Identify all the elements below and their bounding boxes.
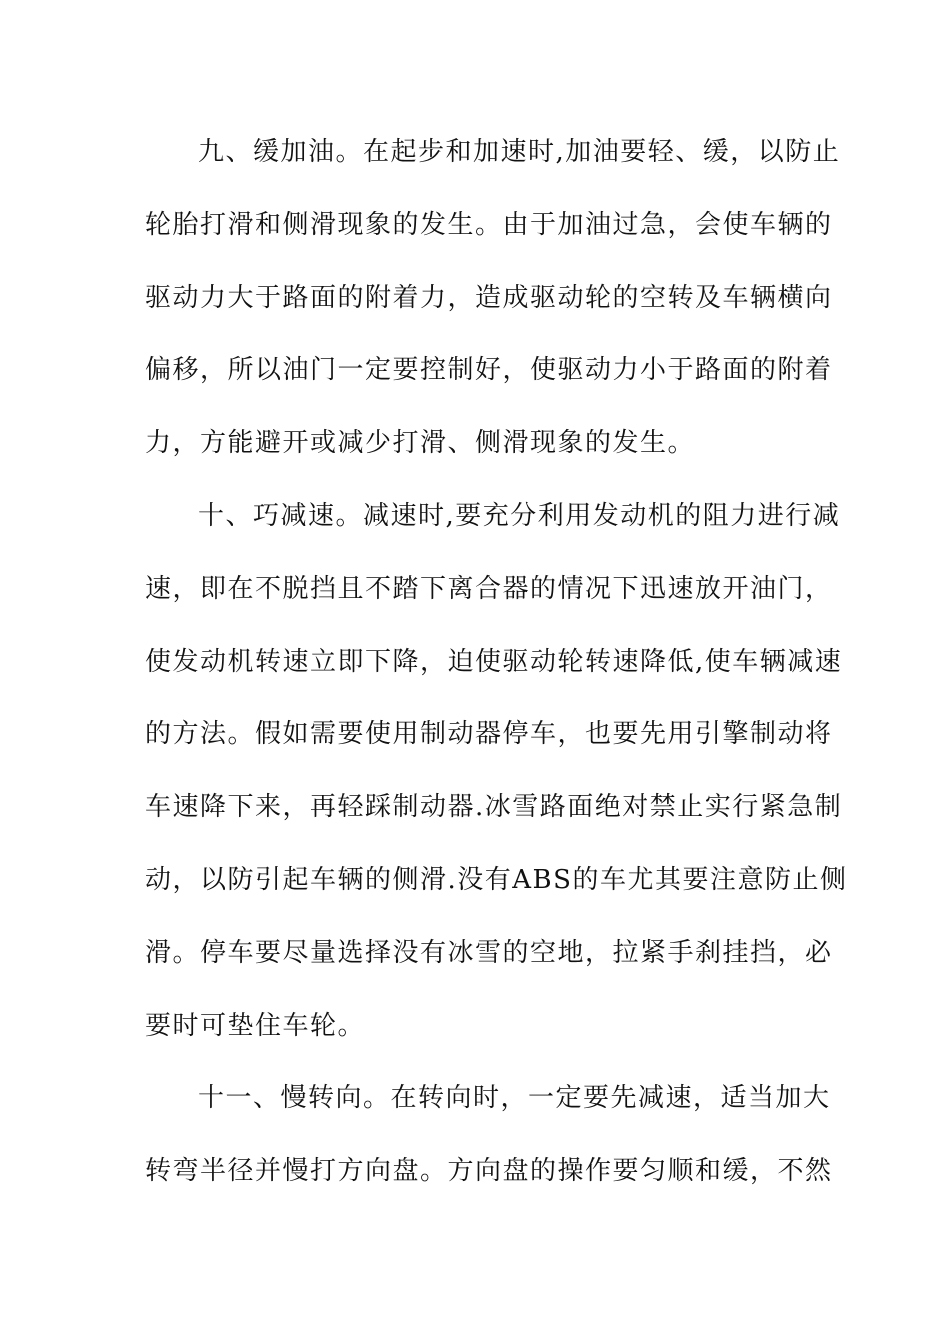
paragraph-10-line-4: 的方法。假如需要使用制动器停车，也要先用引擎制动将: [145, 719, 833, 750]
paragraph-9-line-4: 偏移，所以油门一定要控制好，使驱动力小于路面的附着: [145, 355, 833, 386]
paragraph-9-line-5: 力，方能避开或减少打滑、侧滑现象的发生。: [145, 428, 696, 459]
paragraph-10-line-1: 十、巧减速。减速时,要充分利用发动机的阻力进行减: [198, 500, 841, 531]
paragraph-10-line-7: 滑。停车要尽量选择没有冰雪的空地，拉紧手刹挂挡，必: [145, 937, 833, 968]
paragraph-9-line-3: 驱动力大于路面的附着力，造成驱动轮的空转及车辆横向: [145, 282, 833, 313]
paragraph-9-line-1: 九、缓加油。在起步和加速时,加油要轻、缓，以防止: [198, 137, 841, 167]
paragraph-10-line-3: 使发动机转速立即下降，迫使驱动轮转速降低,使车辆减速: [145, 646, 843, 677]
paragraph-10-line-5: 车速降下来，再轻踩制动器.冰雪路面绝对禁止实行紧急制: [145, 792, 843, 823]
paragraph-11-line-2: 转弯半径并慢打方向盘。方向盘的操作要匀顺和缓，不然: [145, 1156, 833, 1187]
paragraph-10-line-6: 动，以防引起车辆的侧滑.没有ABS的车尤其要注意防止侧: [145, 864, 848, 895]
paragraph-9-line-2: 轮胎打滑和侧滑现象的发生。由于加油过急，会使车辆的: [145, 209, 833, 240]
paragraph-11-line-1: 十一、慢转向。在转向时，一定要先减速，适当加大: [198, 1083, 831, 1114]
paragraph-10-line-2: 速，即在不脱挡且不踏下离合器的情况下迅速放开油门，: [145, 573, 833, 604]
body-text: [145, 131, 848, 1223]
paragraph-10-line-8: 要时可垫住车轮。: [145, 1010, 366, 1041]
